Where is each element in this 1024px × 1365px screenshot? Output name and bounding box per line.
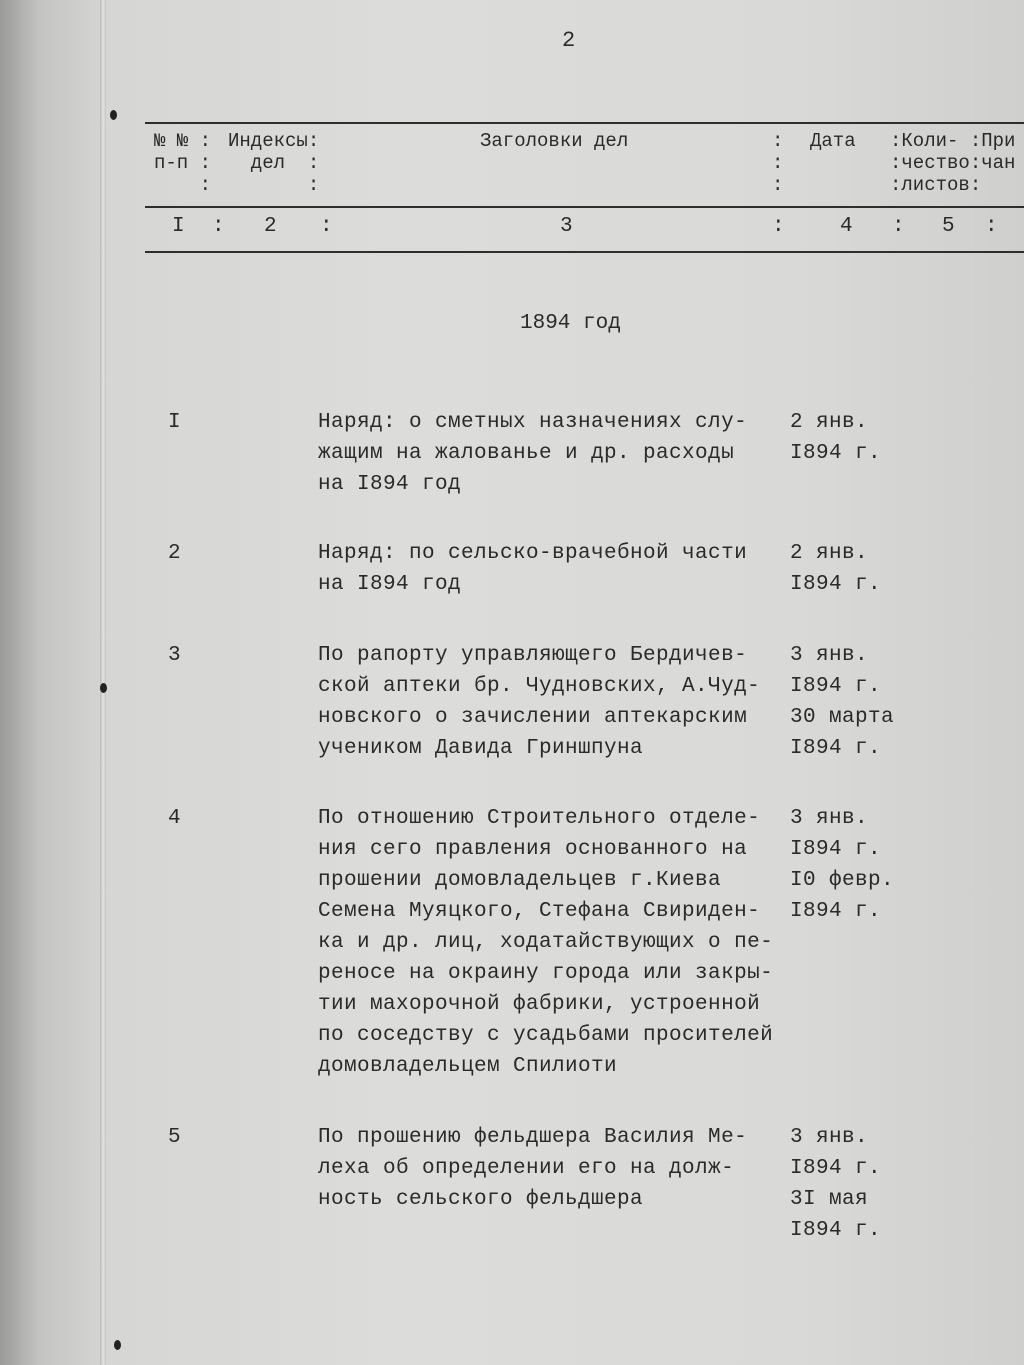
year-heading: 1894 год xyxy=(520,312,621,335)
colnum-5: 5 xyxy=(942,215,955,238)
page-number: 2 xyxy=(562,28,576,53)
entry-title-line: на I894 год xyxy=(318,473,462,496)
binding-hole xyxy=(110,110,117,120)
entry-title-line: тии махорочной фабрики, устроенной xyxy=(318,993,761,1016)
entry-date-line: 2 янв. xyxy=(790,411,869,434)
header-mid-rule xyxy=(145,206,1024,208)
entry-title xyxy=(318,640,788,764)
entry-date-line: I894 г. xyxy=(790,737,882,760)
entry-number: 2 xyxy=(168,542,182,565)
entry-title-line: Наряд: по сельско-врачебной части xyxy=(318,542,748,565)
header-col-count: :Коли- :При :чество:чан :листов: xyxy=(890,130,1016,196)
entry-title-line: новского о зачислении аптекарским xyxy=(318,706,748,729)
entry-title-line: прошении домовладельцев г.Киева xyxy=(318,869,722,892)
colnum-3: 3 xyxy=(560,215,573,238)
entry-date-line: I894 г. xyxy=(790,1219,882,1242)
entry-number: I xyxy=(168,411,182,434)
entry-title-line: ность сельского фельдшера xyxy=(318,1188,644,1211)
header-col-date: Дата xyxy=(810,130,856,152)
entry-title-line: ния сего правления основанного на xyxy=(318,838,748,861)
entry-title-line: По отношению Строительного отделе- xyxy=(318,807,761,830)
colnum-sep: : xyxy=(985,215,998,238)
entry-dates xyxy=(790,538,881,600)
entry-date-line: 30 марта xyxy=(790,706,895,729)
entry-title xyxy=(318,803,788,1082)
colnum-sep: : xyxy=(320,215,333,238)
colnum-2: 2 xyxy=(264,215,277,238)
entry-date-line: I0 февр. xyxy=(790,869,895,892)
entry-date-line: I894 г. xyxy=(790,838,882,861)
entry-title xyxy=(318,538,788,600)
colnum-4: 4 xyxy=(840,215,853,238)
entry-title-line: по соседству с усадьбами просителей xyxy=(318,1024,774,1047)
header-col-title-sep: : : : xyxy=(772,130,784,196)
entry-title-line: реносе на окраину города или закры- xyxy=(318,962,774,985)
entry-title-line: жащим на жалованье и др. расходы xyxy=(318,442,735,465)
entry-title-line: ской аптеки бр. Чудновских, А.Чуд- xyxy=(318,675,761,698)
colnum-1: I xyxy=(172,215,185,238)
entry-title-line: учеником Давида Гриншпуна xyxy=(318,737,644,760)
header-bottom-rule xyxy=(145,251,1024,253)
entry-title-line: ка и др. лиц, ходатайствующих о пе- xyxy=(318,931,774,954)
colnum-sep: : xyxy=(892,215,905,238)
header-top-rule xyxy=(145,122,1024,124)
entry-date-line: I894 г. xyxy=(790,442,882,465)
entry-date-line: 3 янв. xyxy=(790,644,869,667)
entry-dates xyxy=(790,407,881,469)
entry-title-line: Семена Муяцкого, Стефана Свириден- xyxy=(318,900,761,923)
entry-date-line: 3I мая xyxy=(790,1188,869,1211)
header-col-index: Индексы: дел : : xyxy=(228,130,320,196)
header-col-number: № № : п-п : : xyxy=(154,130,212,196)
entry-title-line: По рапорту управляющего Бердичев- xyxy=(318,644,748,667)
entry-date-line: I894 г. xyxy=(790,1157,882,1180)
entry-title-line: По прошению фельдшера Василия Ме- xyxy=(318,1126,748,1149)
binding-hole xyxy=(114,1340,121,1350)
entry-date-line: I894 г. xyxy=(790,573,882,596)
entry-date-line: 2 янв. xyxy=(790,542,869,565)
entry-date-line: I894 г. xyxy=(790,675,882,698)
entry-dates xyxy=(790,640,894,764)
entry-date-line: 3 янв. xyxy=(790,807,869,830)
entry-title-line: домовладельцем Спилиоти xyxy=(318,1055,618,1078)
entry-number: 3 xyxy=(168,644,182,667)
entry-title-line: леха об определении его на долж- xyxy=(318,1157,735,1180)
entry-title xyxy=(318,1122,788,1215)
entry-date-line: I894 г. xyxy=(790,900,882,923)
binding-hole xyxy=(100,683,107,693)
header-col-title: Заголовки дел xyxy=(480,130,629,152)
entry-date-line: 3 янв. xyxy=(790,1126,869,1149)
entry-number: 4 xyxy=(168,807,182,830)
entry-title xyxy=(318,407,788,500)
entry-dates xyxy=(790,1122,881,1246)
entry-title-line: Наряд: о сметных назначениях слу- xyxy=(318,411,748,434)
colnum-sep: : xyxy=(212,215,225,238)
entry-title-line: на I894 год xyxy=(318,573,462,596)
entry-dates xyxy=(790,803,894,927)
entry-number: 5 xyxy=(168,1126,182,1149)
colnum-sep: : xyxy=(772,215,785,238)
